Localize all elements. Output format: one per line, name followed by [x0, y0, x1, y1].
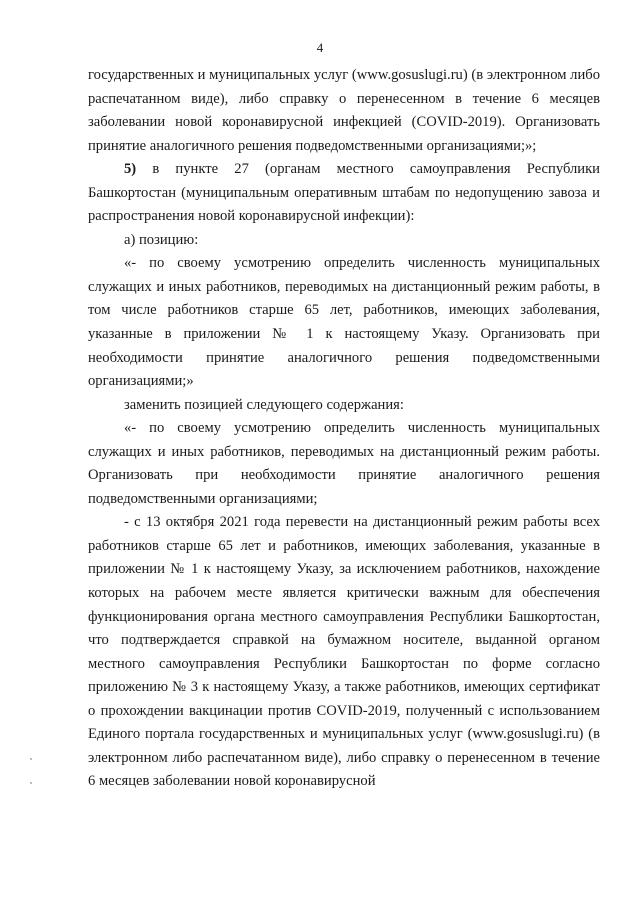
paragraph-new-position: «- по своему усмотрению определить численность муниципальных служащих и иных работников, переводимых на дистанционный режим работы. Организовать при необходимости принятие аналогичного решения подведомственными организациями; [88, 420, 600, 507]
item-5-text: в пункте 27 (органам местного самоуправления Республики Башкортостан (муниципальным оперативным штабам по недопущению завоза и распространения новой коронавирусной инфекции): [88, 161, 600, 225]
paragraph-position-a: а) позицию: [124, 231, 199, 248]
paragraph-old-position: «- по своему усмотрению определить численность муниципальных служащих и иных работников, переводимых на дистанционный режим работы, в том числе работников старше 65 лет, работников, имеющих заболевания, указанные в приложении № 1 к настоящему Указу. Организовать при необходимости принятие аналогичного решения подведомственными организациями;» [88, 255, 600, 390]
item-5-number: 5) [124, 161, 137, 178]
paragraph-continuation: государственных и муниципальных услуг (www.gosuslugi.ru) (в электронном либо распечатанном виде), либо справку о перенесенном в течение 6 месяцев заболевании новой коронавирусной инфекцией (COVID-2019). Организовать принятие аналогичного решения подведомственными организациями;»; [88, 67, 600, 154]
document-body [88, 64, 600, 794]
paragraph-replace-with: заменить позицией следующего содержания: [124, 396, 404, 413]
paragraph-item-5 [88, 158, 600, 229]
margin-marks [30, 758, 34, 818]
paragraph-new-position-continued: - с 13 октября 2021 года перевести на дистанционный режим работы всех работников старше 65 лет и работников, имеющих заболевания, указанные в приложении № 1 к настоящему Указу, за исключением работников, нахождение которых на рабочем месте является критически важным для обеспечения функционирования органа местного самоуправления Республики Башкортостан, что подтверждается справкой на бумажном носителе, выданной органом местного самоуправления Республики Башкортостан по форме согласно приложению № 3 к настоящему Указу, а также работников, имеющих сертификат о прохождении вакцинации против COVID-2019, полученный с использованием Единого портала государственных и муниципальных услуг (www.gosuslugi.ru) (в электронном либо распечатанном виде), либо справку о перенесенном в течение 6 месяцев заболевании новой коронавирусной [88, 514, 600, 790]
page-number: 4 [316, 40, 324, 55]
